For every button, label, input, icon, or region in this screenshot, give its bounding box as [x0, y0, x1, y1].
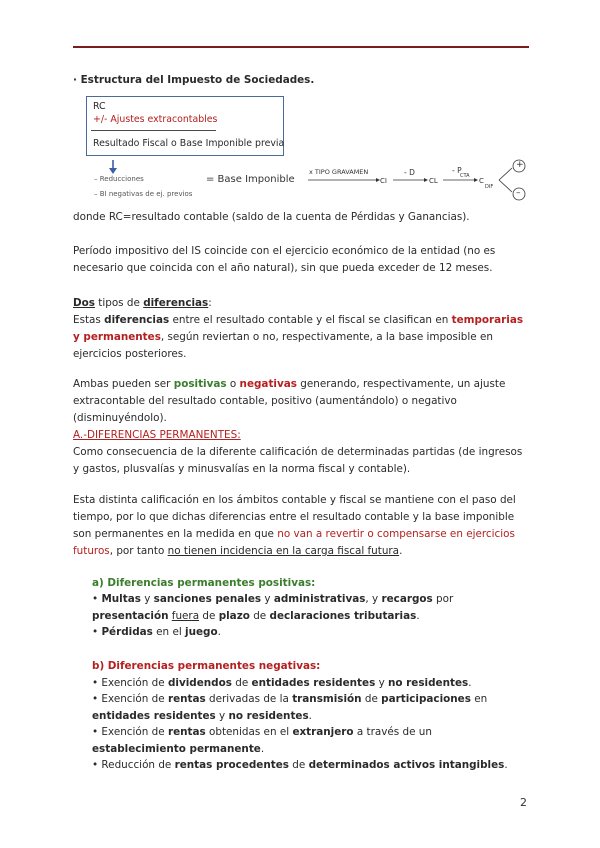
box-rc: RC: [93, 101, 106, 112]
positive-item-perdidas: • Pérdidas en el juego.: [92, 626, 221, 638]
paragraph-esta-distinta: Esta distinta calificación en los ámbitos contable y fiscal se mantiene con el paso del tiempo, por lo que dichas diferencias entre el resultado contable y la base imponible son permanentes en la medida en que no van a revertir o compensarse en ejercicios futuros, por tanto no tienen incidencia en la carga fiscal futura.: [73, 494, 516, 557]
ci-label: CI: [380, 177, 387, 185]
paragraph-periodo: Período impositivo del IS coincide con el ejercicio económico de la entidad (no es necesario que coincida con el año natural), sin que pueda exceder de 12 meses.: [73, 245, 496, 274]
positive-item-multas: • Multas y sanciones penales y administrativas, y recargos por presentación fuera de plazo de declaraciones tributarias.: [92, 593, 454, 622]
minus-p-label: - P: [452, 166, 462, 175]
positive-differences-title: a) Diferencias permanentes positivas:: [92, 577, 316, 589]
negative-item-extranjero: • Exención de rentas obtenidas en el extranjero a través de un establecimiento permanente.: [92, 726, 432, 755]
branch-down-icon: [499, 180, 512, 192]
negative-item-transmision: • Exención de rentas derivadas de la transmisión de participaciones en entidades residentes y no residentes.: [92, 693, 488, 722]
top-rule: [73, 46, 529, 48]
paragraph-donde: donde RC=resultado contable (saldo de la cuenta de Pérdidas y Ganancias).: [73, 211, 470, 223]
cl-label: CL: [429, 177, 438, 185]
branch-up-icon: [499, 168, 512, 180]
base-imponible-label: = Base Imponible: [206, 174, 295, 185]
box-separator: [91, 130, 216, 131]
p-cta-subscript: CTA: [460, 173, 470, 179]
minus-sign: –: [516, 188, 521, 198]
paragraph-dos-tipos: Dos tipos de diferencias:: [73, 297, 212, 309]
paragraph-ambas: Ambas pueden ser positivas o negativas generando, respectivamente, un ajuste extracontable del resultado contable, positivo (aumentándolo) o negativo (disminuyéndolo).: [73, 378, 506, 424]
box-ajustes: +/- Ajustes extracontables: [93, 114, 218, 125]
negative-item-dividendos: • Exención de dividendos de entidades residentes y no residentes.: [92, 677, 472, 689]
box-resultado-fiscal: Resultado Fiscal o Base Imponible previa: [93, 138, 285, 149]
page-number: 2: [520, 796, 527, 809]
c-label: C: [479, 177, 484, 185]
tipo-gravamen-label: x TIPO GRAVAMEN: [309, 168, 369, 176]
negative-differences-title: b) Diferencias permanentes negativas:: [92, 660, 321, 672]
plus-sign: +: [516, 160, 524, 170]
minus-d-label: - D: [404, 168, 415, 177]
bi-negativas-label: – BI negativas de ej. previos: [94, 190, 193, 198]
paragraph-consecuencia: Como consecuencia de la diferente calificación de determinadas partidas (de ingresos y gastos, plusvalías y minusvalías en la norma fiscal y contable).: [73, 446, 523, 475]
section-a-title: A.-DIFERENCIAS PERMANENTES:: [73, 429, 241, 441]
down-arrow-head-icon: [109, 168, 117, 174]
c-dif-subscript: DIF: [485, 184, 494, 190]
paragraph-estas: Estas diferencias entre el resultado contable y el fiscal se clasifican en temporarias y permanentes, según reviertan o no, respectivamente, a la base imposible en ejercicios posteriores.: [73, 314, 524, 360]
negative-item-intangibles: • Reducción de rentas procedentes de determinados activos intangibles.: [92, 759, 508, 771]
heading: · Estructura del Impuesto de Sociedades.: [73, 74, 315, 86]
reducciones-label: – Reducciones: [94, 175, 144, 183]
scheme-box: [86, 96, 284, 156]
